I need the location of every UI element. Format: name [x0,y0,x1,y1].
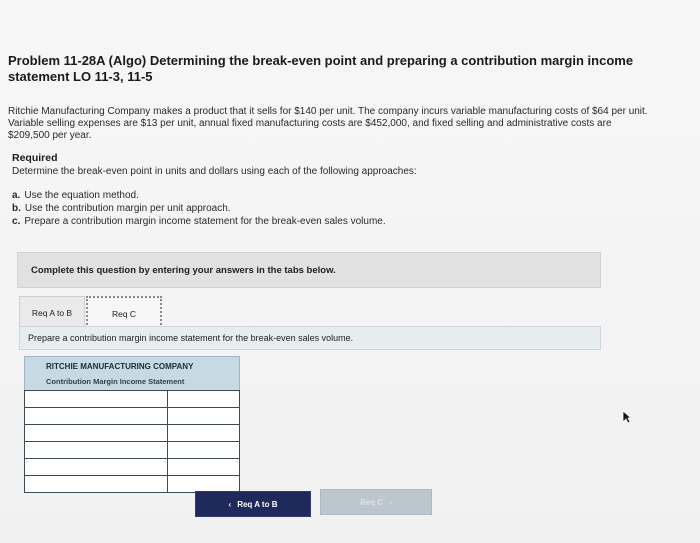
requirement-item [12,202,386,215]
statement-value-input[interactable] [168,459,239,475]
prev-req-button[interactable] [195,491,311,517]
statement-value-input[interactable] [168,442,239,458]
requirement-item [12,215,386,228]
requirement-letter: c. [12,216,21,227]
statement-row [24,425,240,442]
tab-req-a-to-b[interactable]: Req A to B [19,296,85,330]
statement-value-input[interactable] [168,391,239,407]
problem-title: Problem 11-28A (Algo) Determining the break-even point and preparing a contribution margin income statement LO 11-3, 11-5 [8,53,634,84]
requirement-letter: b. [12,203,21,214]
tab-instruction: Prepare a contribution margin income statement for the break-even sales volume. [28,333,354,343]
next-req-button[interactable] [320,489,432,515]
statement-label-input[interactable] [25,442,168,458]
statement-row [24,459,240,476]
chevron-right-icon: › [389,497,392,507]
mouse-cursor-icon [622,410,632,424]
statement-label-input[interactable] [25,476,168,492]
requirement-text: Use the equation method. [24,190,139,201]
chevron-left-icon: ‹ [228,499,232,509]
required-text: Determine the break-even point in units and dollars using each of the following approaches: [12,166,417,177]
statement-value-input[interactable] [168,476,239,492]
statement-label-input[interactable] [25,408,168,424]
statement-body [24,390,240,493]
statement-label-input[interactable] [25,391,168,407]
statement-header [24,356,240,392]
requirements-list [12,189,386,228]
statement-row [24,390,240,408]
statement-company: RITCHIE MANUFACTURING COMPANY [46,362,194,371]
required-heading: Required [12,152,58,164]
statement-label-input[interactable] [25,425,168,441]
next-req-label: Req C [360,497,384,507]
requirement-text: Use the contribution margin per unit approach. [24,203,231,214]
tab-req-c[interactable]: Req C [86,296,162,332]
prev-req-label: Req A to B [237,499,278,509]
complete-instruction-bar [17,252,601,288]
income-statement [24,356,240,392]
statement-subtitle: Contribution Margin Income Statement [46,377,185,386]
statement-value-input[interactable] [168,408,239,424]
statement-row [24,442,240,459]
problem-intro: Ritchie Manufacturing Company makes a product that it sells for $140 per unit. The company incurs variable manufacturing costs of $64 per unit. Variable selling expenses are $13 per unit, annual fixed manufacturing costs are $452,000, and fixed selling and administrative costs are $209,500 per year. [8,106,648,141]
tab-instruction-bar [19,326,601,350]
requirement-item [12,189,386,202]
statement-value-input[interactable] [168,425,239,441]
complete-instruction: Complete this question by entering your answers in the tabs below. [31,265,336,276]
statement-label-input[interactable] [25,459,168,475]
requirement-text: Prepare a contribution margin income statement for the break-even sales volume. [24,216,386,227]
statement-row [24,408,240,425]
requirement-letter: a. [12,190,21,201]
